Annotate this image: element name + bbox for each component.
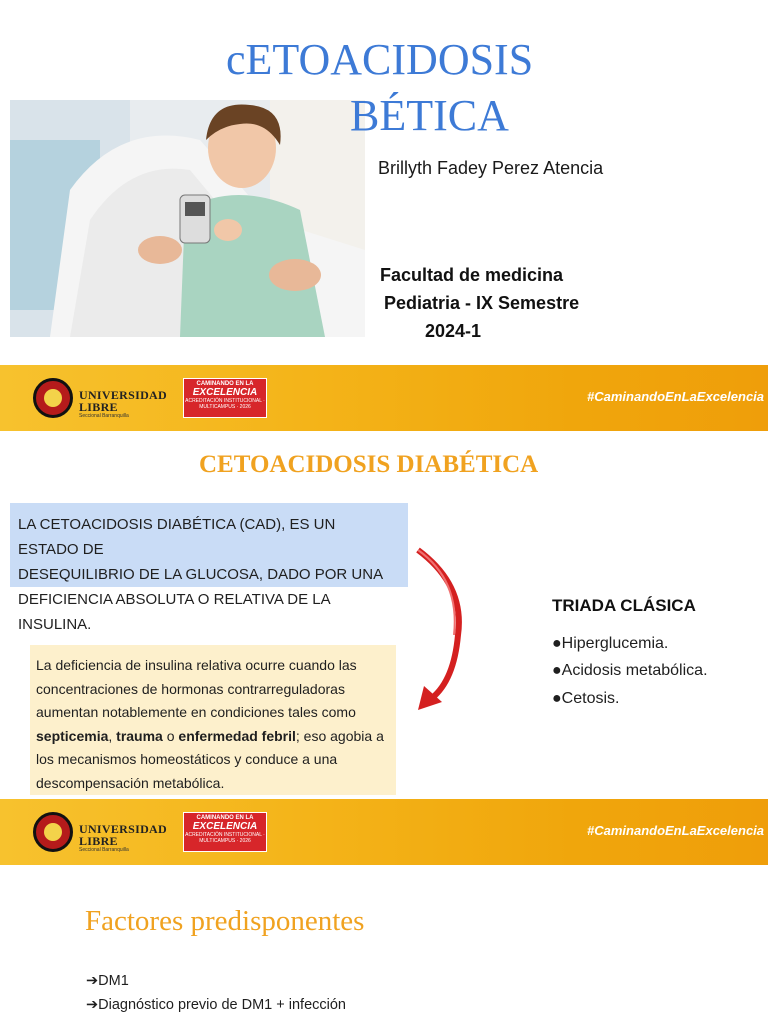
paragraph-line: aumentan notablemente en condiciones tales como <box>36 704 356 720</box>
excellence-badge: CAMINANDO EN LA EXCELENCIA ACREDITACIÓN INSTITUCIONAL · MULTICAMPUS · 2026 <box>183 378 267 418</box>
university-seal-icon <box>33 378 73 418</box>
curved-arrow-icon <box>410 540 470 715</box>
hashtag-text: #CaminandoEnLaExcelencia <box>587 823 765 838</box>
university-sub: Seccional Barranquilla <box>79 413 129 419</box>
university-banner <box>0 365 768 431</box>
course-text: Pediatria - IX Semestre <box>384 293 580 313</box>
triada-item: ●Hiperglucemia. <box>552 635 669 652</box>
definition-line: LA CETOACIDOSIS DIABÉTICA (CAD), ES UN ESTADO DE <box>18 516 336 558</box>
university-banner <box>0 799 768 865</box>
factor-item: ➔DM1 <box>86 973 129 989</box>
factor-item: ➔Diagnóstico previo de DM1 + infección <box>86 997 346 1013</box>
definition-line: DESEQUILIBRIO DE LA GLUCOSA, DADO POR UNA <box>18 566 384 583</box>
university-name: UNIVERSIDAD LIBRE <box>79 822 167 848</box>
university-sub: Seccional Barranquilla <box>79 847 129 853</box>
factors-title: Factores predisponentes <box>85 905 365 937</box>
paragraph-line: descompensación metabólica. <box>36 774 225 791</box>
university-seal-icon <box>33 812 73 852</box>
paragraph-line: septicemia, trauma o enfermedad febril; eso agobia a <box>36 727 384 744</box>
triada-title: TRIADA CLÁSICA <box>552 596 696 615</box>
slide-title-line2: BÉTICA <box>350 91 509 140</box>
definition-line: DEFICIENCIA ABSOLUTA O RELATIVA DE LA INSULINA. <box>18 591 330 633</box>
definition-box <box>10 503 408 633</box>
paragraph-line: La deficiencia de insulina relativa ocurre cuando las <box>36 657 357 673</box>
hashtag-text: #CaminandoEnLaExcelencia <box>587 389 765 404</box>
excellence-badge: CAMINANDO EN LA EXCELENCIA ACREDITACIÓN INSTITUCIONAL · MULTICAMPUS · 2026 <box>183 812 267 852</box>
triada-item: ●Acidosis metabólica. <box>552 662 708 679</box>
faculty-text: Facultad de medicina <box>380 265 564 285</box>
university-name: UNIVERSIDAD LIBRE <box>79 388 167 414</box>
term-text: 2024-1 <box>425 321 482 341</box>
insulin-paragraph-box <box>30 645 396 795</box>
doctor-child-glucometer-photo <box>10 100 365 337</box>
definition-title: CETOACIDOSIS DIABÉTICA <box>199 451 539 478</box>
author-name: Brillyth Fadey Perez Atencia <box>378 158 604 178</box>
paragraph-line: concentraciones de hormonas contrarreguladoras <box>36 680 345 697</box>
paragraph-line: los mecanismos homeostáticos y conduce a una <box>36 751 338 767</box>
triada-item: ●Cetosis. <box>552 690 620 707</box>
slide-title-line1: cETOACIDOSIS <box>226 35 534 84</box>
title-slide <box>0 0 768 365</box>
